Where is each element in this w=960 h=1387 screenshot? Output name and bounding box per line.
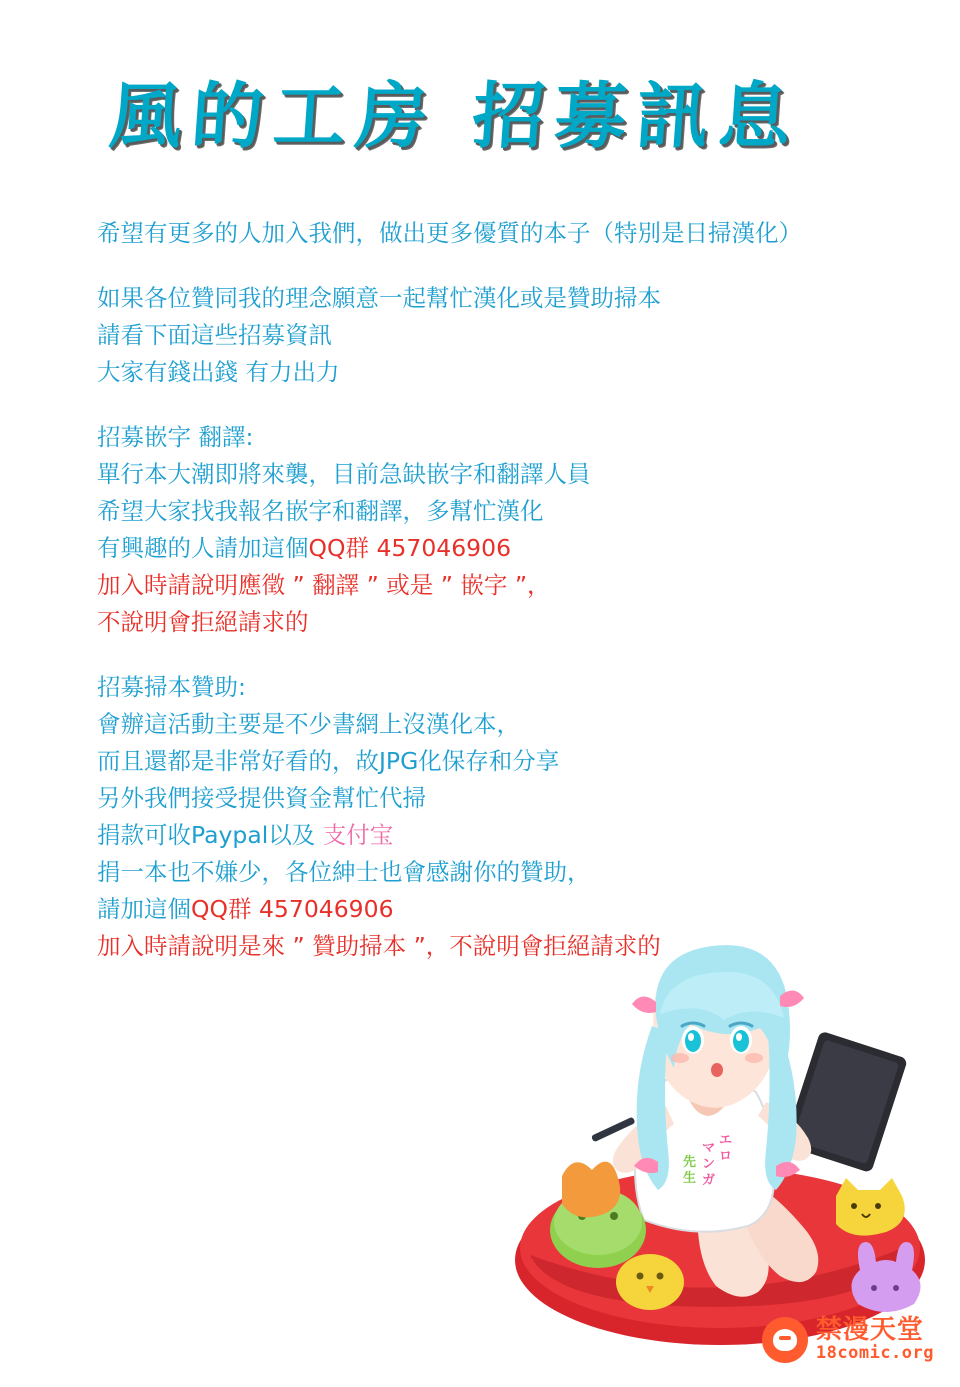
- text-run: 會辦這活動主要是不少書網上沒漢化本，: [97, 710, 520, 738]
- text-line: [97, 743, 917, 780]
- watermark-logo-icon: [762, 1317, 808, 1363]
- svg-text:エ: エ: [719, 1133, 733, 1148]
- watermark-url: 18comic.org: [815, 1342, 934, 1363]
- text-run: 加入時請說明是來 ” 贊助掃本 ”，不說明會拒絕請求的: [97, 932, 661, 960]
- svg-text:先: 先: [683, 1155, 697, 1170]
- text-line: [97, 456, 917, 493]
- text-line: [97, 530, 917, 567]
- text-run: 希望大家找我報名嵌字和翻譯，多幫忙漢化: [97, 497, 544, 525]
- text-line: [97, 780, 917, 817]
- text-line: [97, 891, 917, 928]
- text-line: [97, 354, 917, 391]
- svg-text:ン: ン: [702, 1157, 716, 1172]
- text-run: 請看下面這些招募資訊: [97, 321, 332, 349]
- text-run: 大家有錢出錢 有力出力: [97, 358, 340, 386]
- text-run: 另外我們接受提供資金幫忙代掃: [97, 784, 426, 812]
- page-title: 風的工房 招募訊息: [106, 73, 804, 158]
- text-run: 捐一本也不嫌少，各位紳士也會感謝你的贊助，: [97, 858, 591, 886]
- text-line: [97, 604, 917, 641]
- text-run: 希望有更多的人加入我們，做出更多優質的本子（特別是日掃漢化）: [97, 219, 802, 247]
- text-run: 如果各位贊同我的理念願意一起幫忙漢化或是贊助掃本: [97, 284, 661, 312]
- paragraph-intro: [97, 215, 917, 252]
- text-run: 不說明會拒絕請求的: [97, 608, 309, 636]
- paragraph-invite: [97, 280, 917, 391]
- text-run: 招募掃本贊助:: [97, 673, 246, 701]
- text-line: [97, 706, 917, 743]
- site-watermark: [762, 1317, 934, 1363]
- text-run: 捐款可收Paypal以及: [97, 821, 323, 849]
- text-line: [97, 567, 917, 604]
- svg-text:ガ: ガ: [702, 1173, 716, 1188]
- text-run: 單行本大潮即將來襲，目前急缺嵌字和翻譯人員: [97, 460, 591, 488]
- anime-girl-illustration: [470, 930, 960, 1350]
- text-line: [97, 854, 917, 891]
- text-run: 招募嵌字 翻譯:: [97, 423, 254, 451]
- text-run: 而且還都是非常好看的，故JPG化保存和分享: [97, 747, 560, 775]
- text-line: [97, 817, 917, 854]
- text-run: 支付宝: [322, 821, 394, 849]
- text-line: [97, 280, 917, 317]
- text-line: [97, 419, 917, 456]
- text-line: [97, 493, 917, 530]
- paragraph-recruit-typeset-translate: [97, 419, 917, 641]
- watermark-site-name: 禁漫天堂: [815, 1315, 924, 1346]
- text-run: 有興趣的人請加這個: [97, 534, 309, 562]
- svg-text:ロ: ロ: [719, 1149, 733, 1164]
- text-run: QQ群 457046906: [191, 895, 394, 923]
- recruitment-body-text: [97, 215, 917, 993]
- text-line: [97, 215, 917, 252]
- text-line: [97, 317, 917, 354]
- text-run: QQ群 457046906: [308, 534, 512, 562]
- paragraph-recruit-sponsor: [97, 669, 917, 965]
- text-run: 加入時請說明應徵 ” 翻譯 ” 或是 ” 嵌字 ”，: [97, 571, 551, 599]
- svg-text:マ: マ: [702, 1141, 716, 1156]
- svg-text:生: 生: [683, 1171, 697, 1186]
- watermark-text: [816, 1317, 934, 1362]
- text-line: [97, 669, 917, 706]
- text-run: 請加這個: [97, 895, 191, 923]
